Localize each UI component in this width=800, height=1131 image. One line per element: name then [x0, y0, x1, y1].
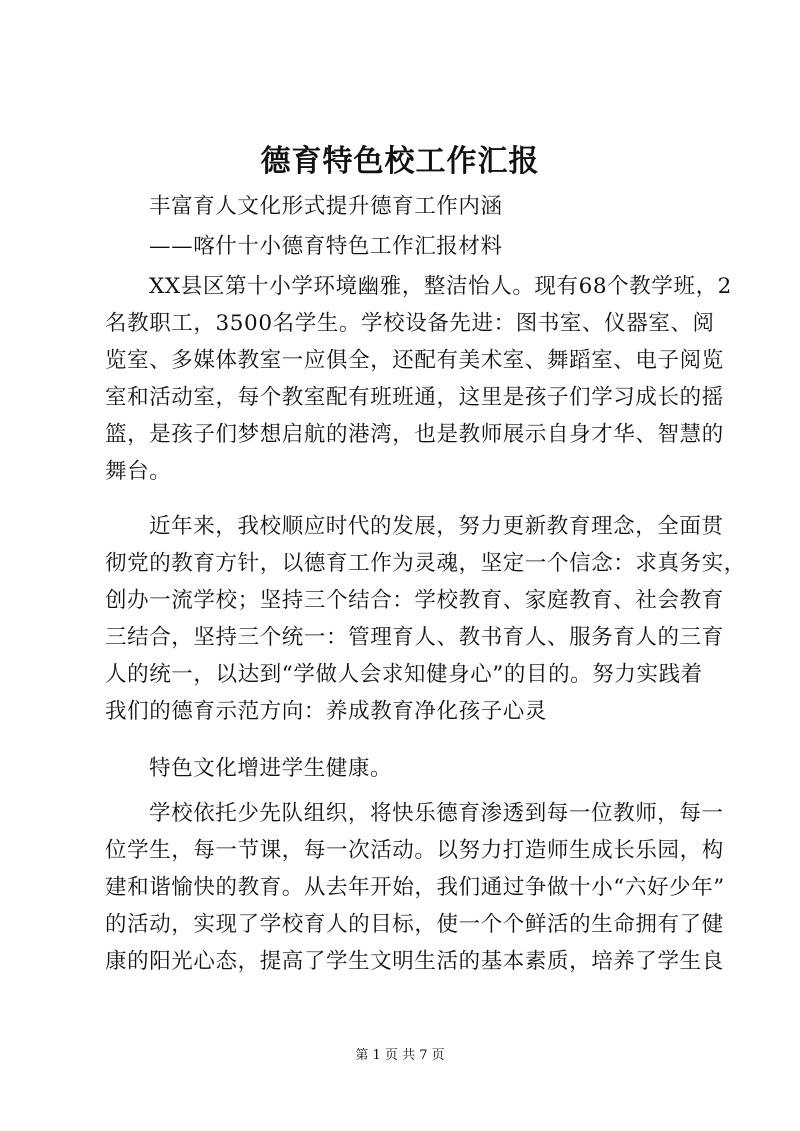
paragraph-line: 康的阳光心态，提高了学生文明生活的基本素质，培养了学生良 [105, 949, 724, 974]
paragraph-line: 我们的德育示范方向：养成教育净化孩子心灵 [105, 699, 548, 724]
paragraph-line: 室和活动室，每个教室配有班班通，这里是孩子们学习成长的摇 [105, 385, 724, 410]
paragraph-line: 篮，是孩子们梦想启航的港湾，也是教师展示自身才华、智慧的 [105, 422, 724, 447]
paragraph-line: 名教职工，3500名学生。学校设备先进：图书室、仪器室、阅 [105, 311, 715, 336]
page-footer: 第 1 页 共 7 页 [355, 1048, 445, 1063]
paragraph-line: 近年来，我校顺应时代的发展，努力更新教育理念，全面贯 [149, 514, 724, 539]
document-title: 德育特色校工作汇报 [260, 144, 540, 179]
subtitle-line: ——喀什十小德育特色工作汇报材料 [149, 234, 503, 259]
paragraph-line: 人的统一，以达到“学做人会求知健身心”的目的。努力实践着 [105, 662, 703, 687]
paragraph-line: 彻党的教育方针，以德育工作为灵魂，坚定一个信念：求真务实， [105, 551, 746, 576]
paragraph-line: 舞台。 [105, 459, 172, 484]
paragraph-line: 位学生，每一节课，每一次活动。以努力打造师生成长乐园，构 [105, 838, 724, 863]
paragraph-line: 览室、多媒体教室一应俱全，还配有美术室、舞蹈室、电子阅览 [105, 348, 724, 373]
paragraph-line: 创办一流学校；坚持三个结合：学校教育、家庭教育、社会教育 [105, 588, 724, 613]
paragraph-line: 特色文化增进学生健康。 [149, 756, 393, 781]
paragraph-line: 建和谐愉快的教育。从去年开始，我们通过争做十小“六好少年” [105, 875, 725, 900]
paragraph-line: XX县区第十小学环境幽雅，整洁怡人。现有68个教学班，2 [149, 274, 732, 299]
paragraph-line: 三结合，坚持三个统一：管理育人、教书育人、服务育人的三育 [105, 625, 724, 650]
subtitle-line: 丰富育人文化形式提升德育工作内涵 [149, 194, 503, 219]
paragraph-line: 的活动，实现了学校育人的目标，使一个个鲜活的生命拥有了健 [105, 912, 724, 937]
paragraph-line: 学校依托少先队组织，将快乐德育渗透到每一位教师，每一 [149, 801, 724, 826]
